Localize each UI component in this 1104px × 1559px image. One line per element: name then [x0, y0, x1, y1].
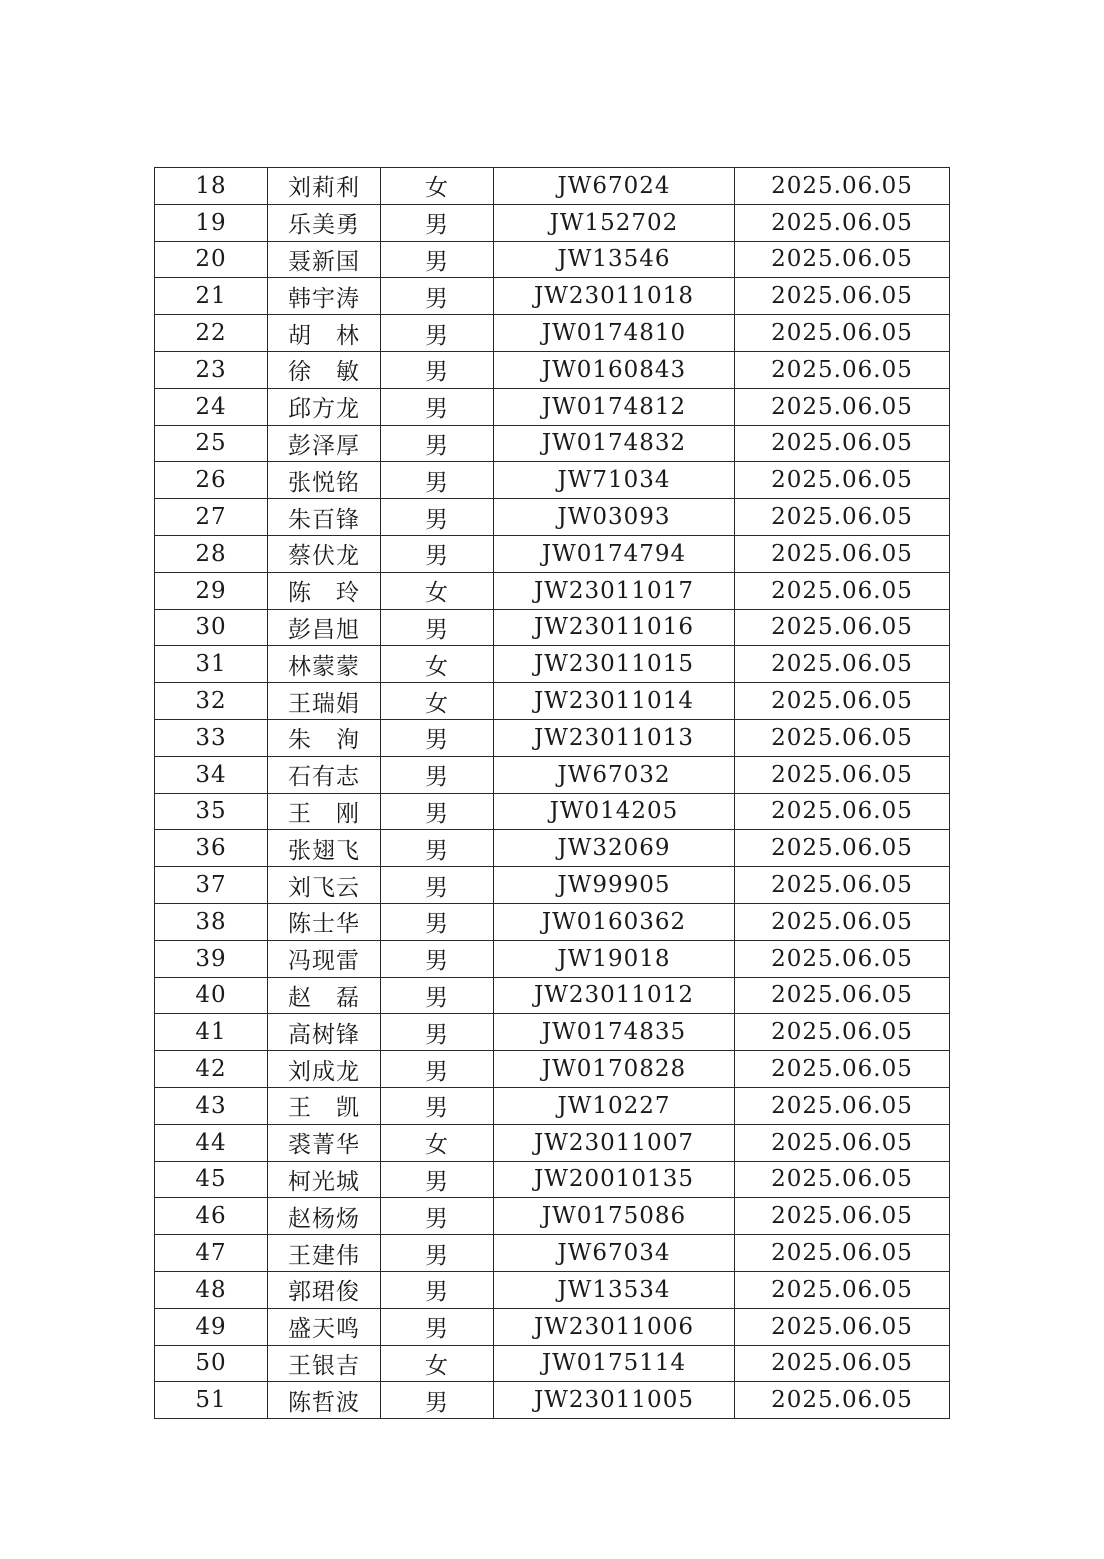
issue-date: 2025.06.05 [735, 204, 950, 241]
certificate-id: JW0160362 [494, 903, 735, 940]
certificate-id: JW03093 [494, 499, 735, 536]
roster-page [154, 167, 949, 1419]
row-number: 41 [155, 1014, 268, 1051]
table-row [155, 756, 950, 793]
certificate-id: JW0175114 [494, 1345, 735, 1382]
gender-cell: 男 [381, 241, 494, 278]
gender-cell: 男 [381, 1051, 494, 1088]
certificate-id: JW71034 [494, 462, 735, 499]
certificate-id: JW23011013 [494, 719, 735, 756]
gender-cell: 男 [381, 609, 494, 646]
issue-date: 2025.06.05 [735, 683, 950, 720]
gender-cell: 男 [381, 425, 494, 462]
certificate-id: JW23011005 [494, 1382, 735, 1419]
issue-date: 2025.06.05 [735, 315, 950, 352]
gender-cell: 男 [381, 977, 494, 1014]
certificate-id: JW23011007 [494, 1124, 735, 1161]
issue-date: 2025.06.05 [735, 425, 950, 462]
gender-cell: 男 [381, 1198, 494, 1235]
certificate-id: JW0174794 [494, 535, 735, 572]
row-number: 21 [155, 278, 268, 315]
row-number: 29 [155, 572, 268, 609]
gender-cell: 男 [381, 830, 494, 867]
gender-cell: 女 [381, 168, 494, 205]
person-name: 徐 敏 [268, 351, 381, 388]
certificate-id: JW67032 [494, 756, 735, 793]
gender-cell: 男 [381, 315, 494, 352]
gender-cell: 男 [381, 278, 494, 315]
certificate-id: JW13546 [494, 241, 735, 278]
gender-cell: 男 [381, 1382, 494, 1419]
table-row [155, 940, 950, 977]
table-row [155, 425, 950, 462]
issue-date: 2025.06.05 [735, 867, 950, 904]
issue-date: 2025.06.05 [735, 535, 950, 572]
gender-cell: 女 [381, 572, 494, 609]
issue-date: 2025.06.05 [735, 756, 950, 793]
person-name: 刘成龙 [268, 1051, 381, 1088]
row-number: 46 [155, 1198, 268, 1235]
table-row [155, 278, 950, 315]
table-row [155, 535, 950, 572]
issue-date: 2025.06.05 [735, 462, 950, 499]
issue-date: 2025.06.05 [735, 351, 950, 388]
certificate-id: JW99905 [494, 867, 735, 904]
person-name: 王建伟 [268, 1235, 381, 1272]
row-number: 50 [155, 1345, 268, 1382]
table-row [155, 204, 950, 241]
issue-date: 2025.06.05 [735, 1235, 950, 1272]
row-number: 44 [155, 1124, 268, 1161]
certificate-id: JW67034 [494, 1235, 735, 1272]
certificate-id: JW152702 [494, 204, 735, 241]
gender-cell: 男 [381, 940, 494, 977]
row-number: 25 [155, 425, 268, 462]
table-row [155, 388, 950, 425]
person-name: 冯现雷 [268, 940, 381, 977]
gender-cell: 男 [381, 388, 494, 425]
certificate-id: JW23011016 [494, 609, 735, 646]
person-name: 陈 玲 [268, 572, 381, 609]
person-name: 彭昌旭 [268, 609, 381, 646]
certificate-id: JW0174835 [494, 1014, 735, 1051]
person-name: 王 凯 [268, 1087, 381, 1124]
gender-cell: 男 [381, 1235, 494, 1272]
issue-date: 2025.06.05 [735, 609, 950, 646]
person-name: 胡 林 [268, 315, 381, 352]
gender-cell: 男 [381, 499, 494, 536]
row-number: 24 [155, 388, 268, 425]
issue-date: 2025.06.05 [735, 1087, 950, 1124]
person-name: 王银吉 [268, 1345, 381, 1382]
person-name: 蔡伏龙 [268, 535, 381, 572]
person-name: 聂新国 [268, 241, 381, 278]
certificate-id: JW23011012 [494, 977, 735, 1014]
table-row [155, 1087, 950, 1124]
certificate-id: JW23011006 [494, 1308, 735, 1345]
issue-date: 2025.06.05 [735, 1345, 950, 1382]
certificate-id: JW0174812 [494, 388, 735, 425]
person-name: 刘莉利 [268, 168, 381, 205]
issue-date: 2025.06.05 [735, 977, 950, 1014]
person-name: 郭珺俊 [268, 1271, 381, 1308]
certificate-id: JW23011018 [494, 278, 735, 315]
table-row [155, 977, 950, 1014]
person-name: 彭泽厚 [268, 425, 381, 462]
row-number: 30 [155, 609, 268, 646]
certificate-id: JW014205 [494, 793, 735, 830]
person-name: 韩宇涛 [268, 278, 381, 315]
certificate-id: JW19018 [494, 940, 735, 977]
person-name: 王 刚 [268, 793, 381, 830]
gender-cell: 女 [381, 1124, 494, 1161]
certificate-id: JW23011017 [494, 572, 735, 609]
row-number: 20 [155, 241, 268, 278]
issue-date: 2025.06.05 [735, 388, 950, 425]
issue-date: 2025.06.05 [735, 719, 950, 756]
table-row [155, 683, 950, 720]
row-number: 40 [155, 977, 268, 1014]
person-name: 乐美勇 [268, 204, 381, 241]
issue-date: 2025.06.05 [735, 793, 950, 830]
certificate-id: JW0170828 [494, 1051, 735, 1088]
table-row [155, 867, 950, 904]
person-name: 赵 磊 [268, 977, 381, 1014]
table-row [155, 1271, 950, 1308]
certificate-id: JW10227 [494, 1087, 735, 1124]
row-number: 19 [155, 204, 268, 241]
row-number: 42 [155, 1051, 268, 1088]
person-name: 朱百锋 [268, 499, 381, 536]
issue-date: 2025.06.05 [735, 241, 950, 278]
person-name: 朱 洵 [268, 719, 381, 756]
issue-date: 2025.06.05 [735, 278, 950, 315]
row-number: 18 [155, 168, 268, 205]
table-row [155, 1051, 950, 1088]
certificate-id: JW0160843 [494, 351, 735, 388]
row-number: 51 [155, 1382, 268, 1419]
table-row [155, 572, 950, 609]
row-number: 26 [155, 462, 268, 499]
gender-cell: 男 [381, 1014, 494, 1051]
person-name: 林蒙蒙 [268, 646, 381, 683]
row-number: 45 [155, 1161, 268, 1198]
person-name: 柯光城 [268, 1161, 381, 1198]
gender-cell: 男 [381, 1087, 494, 1124]
table-row [155, 719, 950, 756]
table-row [155, 646, 950, 683]
row-number: 39 [155, 940, 268, 977]
gender-cell: 女 [381, 1345, 494, 1382]
person-name: 陈士华 [268, 903, 381, 940]
roster-table-body [155, 168, 950, 1419]
table-row [155, 315, 950, 352]
table-row [155, 1308, 950, 1345]
table-row [155, 241, 950, 278]
gender-cell: 男 [381, 1161, 494, 1198]
table-row [155, 499, 950, 536]
issue-date: 2025.06.05 [735, 1014, 950, 1051]
table-row [155, 1382, 950, 1419]
certificate-id: JW32069 [494, 830, 735, 867]
row-number: 36 [155, 830, 268, 867]
person-name: 王瑞娟 [268, 683, 381, 720]
issue-date: 2025.06.05 [735, 572, 950, 609]
gender-cell: 男 [381, 756, 494, 793]
issue-date: 2025.06.05 [735, 830, 950, 867]
table-row [155, 1198, 950, 1235]
certificate-id: JW0175086 [494, 1198, 735, 1235]
certificate-id: JW0174810 [494, 315, 735, 352]
roster-table [154, 167, 950, 1419]
row-number: 37 [155, 867, 268, 904]
row-number: 35 [155, 793, 268, 830]
issue-date: 2025.06.05 [735, 646, 950, 683]
gender-cell: 男 [381, 462, 494, 499]
table-row [155, 1124, 950, 1161]
certificate-id: JW20010135 [494, 1161, 735, 1198]
row-number: 47 [155, 1235, 268, 1272]
issue-date: 2025.06.05 [735, 1051, 950, 1088]
row-number: 34 [155, 756, 268, 793]
issue-date: 2025.06.05 [735, 903, 950, 940]
gender-cell: 男 [381, 204, 494, 241]
certificate-id: JW23011015 [494, 646, 735, 683]
gender-cell: 男 [381, 1308, 494, 1345]
gender-cell: 男 [381, 1271, 494, 1308]
row-number: 22 [155, 315, 268, 352]
certificate-id: JW67024 [494, 168, 735, 205]
person-name: 赵杨炀 [268, 1198, 381, 1235]
person-name: 张悦铭 [268, 462, 381, 499]
row-number: 33 [155, 719, 268, 756]
person-name: 陈哲波 [268, 1382, 381, 1419]
row-number: 38 [155, 903, 268, 940]
table-row [155, 168, 950, 205]
row-number: 48 [155, 1271, 268, 1308]
row-number: 32 [155, 683, 268, 720]
row-number: 31 [155, 646, 268, 683]
gender-cell: 男 [381, 793, 494, 830]
table-row [155, 462, 950, 499]
person-name: 刘飞云 [268, 867, 381, 904]
gender-cell: 男 [381, 867, 494, 904]
certificate-id: JW0174832 [494, 425, 735, 462]
issue-date: 2025.06.05 [735, 1198, 950, 1235]
person-name: 盛天鸣 [268, 1308, 381, 1345]
row-number: 23 [155, 351, 268, 388]
table-row [155, 1235, 950, 1272]
certificate-id: JW13534 [494, 1271, 735, 1308]
row-number: 43 [155, 1087, 268, 1124]
person-name: 石有志 [268, 756, 381, 793]
issue-date: 2025.06.05 [735, 1161, 950, 1198]
row-number: 28 [155, 535, 268, 572]
row-number: 49 [155, 1308, 268, 1345]
table-row [155, 1345, 950, 1382]
gender-cell: 男 [381, 535, 494, 572]
certificate-id: JW23011014 [494, 683, 735, 720]
person-name: 裘菁华 [268, 1124, 381, 1161]
table-row [155, 903, 950, 940]
table-row [155, 351, 950, 388]
issue-date: 2025.06.05 [735, 940, 950, 977]
row-number: 27 [155, 499, 268, 536]
table-row [155, 609, 950, 646]
issue-date: 2025.06.05 [735, 1382, 950, 1419]
person-name: 邱方龙 [268, 388, 381, 425]
table-row [155, 1161, 950, 1198]
table-row [155, 1014, 950, 1051]
person-name: 高树锋 [268, 1014, 381, 1051]
issue-date: 2025.06.05 [735, 499, 950, 536]
gender-cell: 男 [381, 351, 494, 388]
gender-cell: 女 [381, 646, 494, 683]
issue-date: 2025.06.05 [735, 1308, 950, 1345]
gender-cell: 男 [381, 903, 494, 940]
gender-cell: 男 [381, 719, 494, 756]
table-row [155, 793, 950, 830]
issue-date: 2025.06.05 [735, 1271, 950, 1308]
gender-cell: 女 [381, 683, 494, 720]
issue-date: 2025.06.05 [735, 1124, 950, 1161]
table-row [155, 830, 950, 867]
person-name: 张翅飞 [268, 830, 381, 867]
issue-date: 2025.06.05 [735, 168, 950, 205]
